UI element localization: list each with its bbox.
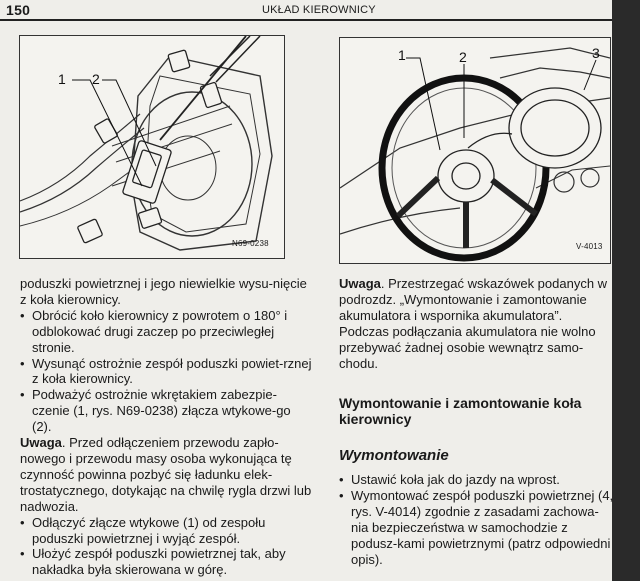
bullet-item: • Podważyć ostrożnie wkrętakiem zabezpie-czenie (1, rys. N69-0238) złącza wtykowe-go (2). xyxy=(20,387,291,435)
caution-note: Uwaga. Przed odłączeniem przewodu zapło-nowego i przewodu masy osoba wykonująca tę czynność powinna pozbyć się ładunku elek-trostatycznego, dotykając na chwilę rygla drzwi lub nadwozia. xyxy=(20,435,312,514)
page-edge-shadow xyxy=(612,0,640,581)
bullet-item: • Obrócić koło kierownicy z powrotem o 180° i odblokować drugi zaczep po przeciwległej stronie. xyxy=(20,307,288,355)
intro-paragraph: poduszki powietrznej i jego niewielkie wysu-nięcie z koła kierownicy. xyxy=(20,276,307,307)
note-label: Uwaga xyxy=(339,276,381,291)
battery-note: Podczas podłączania akumulatora nie wolno przebywać żadnej osobie wewnątrz samo-chodu. xyxy=(339,323,596,371)
figure-code-right: V-4013 xyxy=(576,242,603,251)
callout-2: 2 xyxy=(92,71,100,87)
bullet-item: • Ułożyć zespół poduszki powietrznej tak, aby nakładka była skierowana w górę. xyxy=(20,546,286,578)
page-number: 150 xyxy=(6,2,31,18)
right-column xyxy=(339,276,615,568)
figure-code-left: N69-0238 xyxy=(232,239,269,248)
left-column xyxy=(20,276,312,578)
header-rule xyxy=(0,19,612,21)
subheading: Wymontowanie xyxy=(339,447,449,465)
note-label: Uwaga xyxy=(20,435,62,451)
figure-steering-wheel xyxy=(339,37,611,264)
bullet-item: • Ustawić koła jak do jazdy na wprost. xyxy=(339,472,560,488)
bullet-item: • Wymontować zespół poduszki powietrznej (4, rys. V-4014) zgodnie z zasadami zachowa-nia bezpieczeństwa w samochodzie z podusz-kami powietrznymi (patrz odpowiedni opis). xyxy=(339,488,614,567)
callout-1: 1 xyxy=(58,71,66,87)
airbag-connector-illustration xyxy=(20,36,284,258)
steering-wheel-illustration xyxy=(340,38,610,263)
callout-1: 1 xyxy=(398,47,406,63)
section-heading: Wymontowanie i zamontowanie koła kierownicy xyxy=(339,395,582,428)
running-title: UKŁAD KIEROWNICY xyxy=(262,4,376,16)
callout-2: 2 xyxy=(459,49,467,65)
caution-note: Uwaga. Przestrzegać wskazówek podanych w podrozdz. „Wymontowanie i zamontowanie akumulatora i wspornika akumulatora”. xyxy=(339,276,608,323)
figure-airbag-connector xyxy=(19,35,285,259)
bullet-item: • Odłączyć złącze wtykowe (1) od zespołu poduszki powietrznej i wyjąć zespół. xyxy=(20,514,266,546)
callout-3: 3 xyxy=(592,45,600,61)
bullet-item: • Wysunąć ostrożnie zespół poduszki powiet-rznej z koła kierownicy. xyxy=(20,355,312,387)
